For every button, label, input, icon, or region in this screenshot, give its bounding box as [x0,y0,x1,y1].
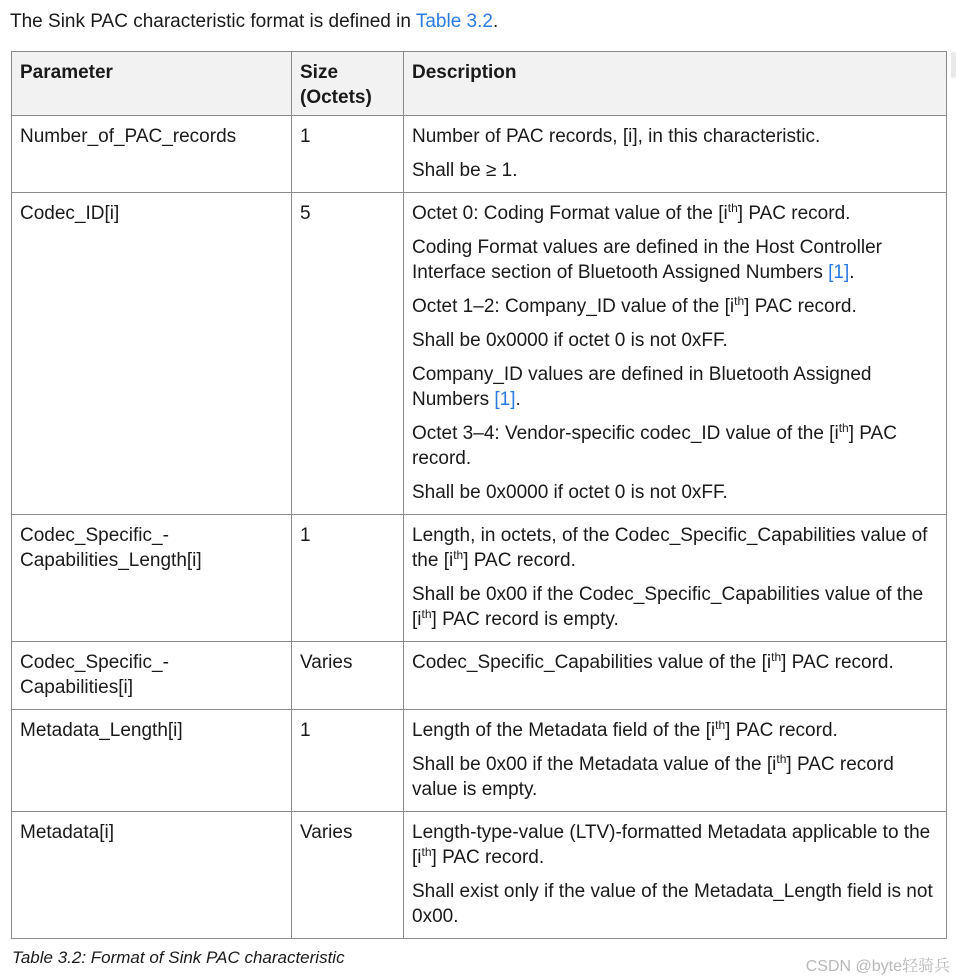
text-run: Codec_Specific_- [20,525,169,546]
parameter-cell: Metadata_Length[i] [12,710,292,812]
parameter-cell [12,515,292,642]
intro-paragraph [10,9,498,35]
text-run: ] PAC record. [725,720,838,741]
text-run: Shall be 0x00 if the Codec_Specific_Capabilities value of the [i [412,584,924,630]
table-row [12,193,947,515]
text-run: Octet 1–2: Company_ID value of the [i [412,296,735,317]
parameter-cell: Metadata[i] [12,812,292,939]
table-3-2-link[interactable]: Table 3.2 [415,11,493,32]
superscript: th [838,421,849,435]
description-line [412,650,938,675]
parameter-cell: Number_of_PAC_records [12,116,292,193]
size-cell: 1 [292,116,404,193]
size-cell: 1 [292,515,404,642]
description-line [412,820,938,870]
size-cell: 1 [292,710,404,812]
text-run: . [849,262,855,283]
superscript: th [421,607,432,621]
description-line: Shall be 0x0000 if octet 0 is not 0xFF. [412,482,728,503]
intro-text: The Sink PAC characteristic format is defined in [10,11,416,32]
text-run: ] PAC record. [781,652,894,673]
sink-pac-format-table [11,51,947,939]
header-size-line1: Size [300,62,339,83]
description-cell [404,642,947,710]
text-run: Length, in octets, of the Codec_Specific_Capabilities value of the [i [412,525,928,571]
size-cell: Varies [292,642,404,710]
table-row [12,642,947,710]
description-line [412,201,938,226]
superscript: th [453,548,464,562]
description-line: Shall exist only if the value of the Metadata_Length field is not 0x00. [412,881,933,927]
description-line: Shall be 0x0000 if octet 0 is not 0xFF. [412,330,728,351]
text-run: Capabilities_Length[i] [20,550,202,571]
text-run: ] PAC record. [744,296,857,317]
text-run: Company_ID values are defined in Bluetooth Assigned Numbers [412,364,872,410]
description-line [412,235,938,285]
text-run: ] PAC record value is empty. [412,754,894,800]
description-line [412,718,938,743]
text-run: ] PAC record. [737,203,851,224]
intro-period: . [492,11,499,32]
scrollbar[interactable] [951,52,956,78]
description-cell [404,193,947,515]
description-line [412,362,938,412]
header-size-line2: (Octets) [300,87,372,108]
text-run: ] PAC record. [412,423,897,469]
description-cell [404,812,947,939]
superscript: th [727,201,738,215]
header-parameter: Parameter [12,52,292,116]
header-size [292,52,404,116]
size-cell: Varies [292,812,404,939]
text-run: ] PAC record. [463,550,576,571]
text-run: ] PAC record. [431,847,545,868]
text-run: Coding Format values are defined in the Host Controller Interface section of Bluetooth Assigned Numbers [412,237,882,283]
table-row [12,116,947,193]
text-run: Octet 0: Coding Format value of the [i [412,203,728,224]
reference-link[interactable]: [1] [828,262,850,283]
description-cell [404,116,947,193]
text-run: Codec_Specific_Capabilities value of the [i [412,652,772,673]
csdn-watermark: CSDN @byte轻骑兵 [805,958,950,975]
header-description: Description [404,52,947,116]
table-caption: Table 3.2: Format of Sink PAC characteristic [12,948,345,967]
description-line [412,582,938,632]
description-cell [404,515,947,642]
text-run: Shall be 0x00 if the Metadata value of the [i [412,754,777,775]
table-row [12,812,947,939]
description-line [412,523,938,573]
reference-link[interactable]: [1] [494,389,516,410]
description-cell [404,710,947,812]
parameter-cell [12,642,292,710]
superscript: th [776,752,787,766]
description-line: Number of PAC records, [i], in this characteristic. [412,126,821,147]
description-line [412,421,938,471]
text-run: ] PAC record is empty. [431,609,619,630]
text-run: Octet 3–4: Vendor-specific codec_ID value of the [i [412,423,839,444]
text-run: . [515,389,521,410]
description-line [412,752,938,802]
text-run: Length-type-value (LTV)-formatted Metadata applicable to the [i [412,822,931,868]
text-run: Codec_Specific_- [20,652,169,673]
table-row [12,515,947,642]
table-header-row [12,52,947,116]
table-row [12,710,947,812]
superscript: th [715,718,726,732]
description-line [412,294,938,319]
superscript: th [771,650,782,664]
text-run: Length of the Metadata field of the [i [412,720,716,741]
superscript: th [734,294,745,308]
description-line: Shall be ≥ 1. [412,160,518,181]
text-run: Capabilities[i] [20,677,133,698]
size-cell: 5 [292,193,404,515]
parameter-cell: Codec_ID[i] [12,193,292,515]
superscript: th [421,845,432,859]
